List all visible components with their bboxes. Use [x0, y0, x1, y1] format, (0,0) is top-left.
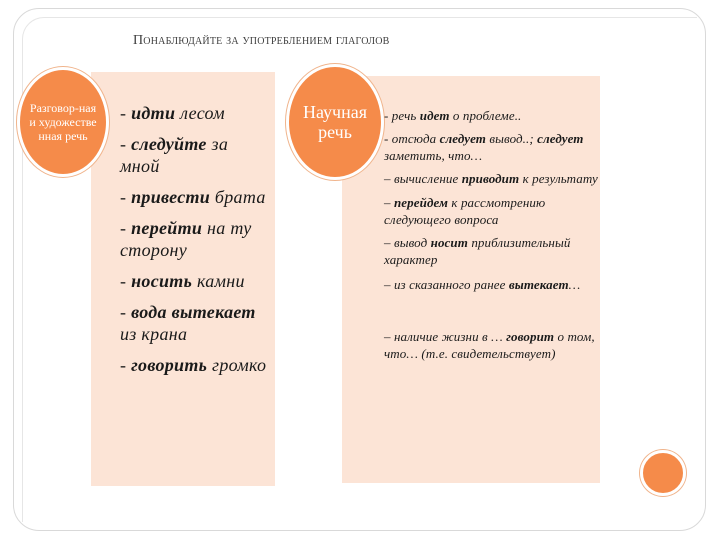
list-item: – вычисление приводит к результату — [384, 171, 598, 186]
list-item: - следуйте за мной — [120, 134, 229, 176]
colloquial-speech-label: Разговор-ная и художестве нная речь — [29, 101, 97, 143]
list-item: - идти лесом — [120, 103, 225, 123]
list-item: - привести брата — [120, 187, 266, 207]
decorative-circle — [640, 450, 686, 496]
colloquial-speech-circle — [17, 67, 109, 177]
colloquial-examples-list — [120, 102, 272, 385]
list-item: – вывод носит приблизительный характер — [384, 235, 571, 267]
scientific-examples-list — [384, 107, 598, 362]
list-item: – перейдем к рассмотрению следующего вопроса — [384, 195, 546, 227]
list-item: - речь идет о проблеме.. — [384, 108, 522, 123]
list-item: - носить камни — [120, 271, 245, 291]
list-item: – из сказанного ранее вытекает… — [384, 277, 581, 292]
list-item: - отсюда следует вывод..; следует заметить, что… — [384, 131, 584, 163]
slide-title: Понаблюдайте за употреблением глаголов — [133, 33, 390, 48]
list-item: - перейти на ту сторону — [120, 218, 252, 260]
list-item: - говорить громко — [120, 355, 267, 375]
list-item: - вода вытекает из крана — [120, 302, 256, 344]
scientific-speech-label: Научная речь — [302, 102, 368, 142]
list-item: – наличие жизни в … говорит о том, что… (т.е. свидетельствует) — [384, 329, 595, 361]
scientific-speech-circle — [286, 64, 384, 180]
